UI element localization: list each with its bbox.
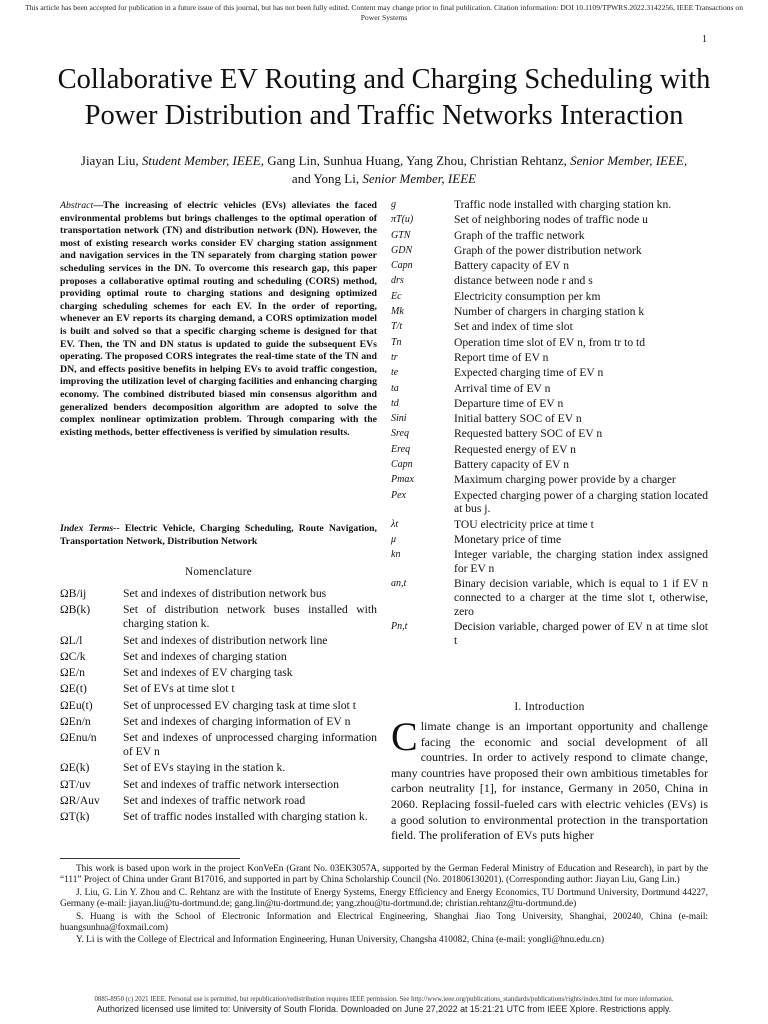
nomenclature-symbol: ΩB/ij bbox=[60, 587, 87, 600]
nomenclature-row bbox=[391, 213, 708, 227]
nomenclature-symbol: ΩEn/n bbox=[60, 714, 91, 728]
nomenclature-heading: Nomenclature bbox=[185, 566, 252, 578]
nomenclature-row bbox=[391, 198, 708, 212]
nomenclature-symbol: Mk bbox=[391, 306, 404, 318]
nomenclature-description: Decision variable, charged power of EV n at time slot t bbox=[454, 619, 708, 647]
nomenclature-description: TOU electricity price at time t bbox=[454, 517, 594, 531]
nomenclature-description: Set and indexes of charging station bbox=[123, 649, 287, 663]
copyright-notice: 0885-8950 (c) 2021 IEEE. Personal use is permitted, but republication/redistribution requires IEEE permission. See http://www.ieee.org/publications_standards/publications/rights/index.html for more information. bbox=[94, 996, 674, 1003]
nomenclature-description: Set of neighboring nodes of traffic node u bbox=[454, 213, 648, 227]
nomenclature-symbol: μ bbox=[391, 533, 397, 545]
nomenclature-row bbox=[391, 305, 708, 319]
nomenclature-symbol: Ec bbox=[391, 290, 402, 302]
nomenclature-symbol: Capn bbox=[391, 260, 413, 272]
footnote: Y. Li is with the College of Electrical and Information Engineering, Hunan University, Changsha 410082, China (e-mail: yongli@hnu.edu.cn) bbox=[76, 935, 605, 946]
nomenclature-description: Set and indexes of distribution network line bbox=[123, 633, 328, 647]
nomenclature-description: Requested battery SOC of EV n bbox=[454, 427, 603, 441]
nomenclature-symbol: Tn bbox=[391, 336, 402, 348]
nomenclature-symbol: g bbox=[391, 199, 396, 210]
nomenclature-symbol: tr bbox=[391, 351, 398, 363]
nomenclature-description: Set and indexes of traffic network intersection bbox=[123, 777, 339, 791]
nomenclature-description: Graph of the traffic network bbox=[454, 228, 585, 242]
nomenclature-description: Operation time slot of EV n, from tr to td bbox=[454, 335, 646, 349]
index-terms-label: Index Terms-- bbox=[60, 523, 120, 534]
nomenclature-row bbox=[391, 382, 708, 396]
nomenclature-row bbox=[60, 810, 377, 824]
nomenclature-symbol: T/t bbox=[391, 321, 403, 333]
paper-title: Collaborative EV Routing and Charging Scheduling with Power Distribution and Traffic Networks Interaction bbox=[57, 64, 711, 131]
nomenclature-row bbox=[391, 229, 708, 243]
nomenclature-symbol: ΩEu(t) bbox=[60, 698, 93, 712]
nomenclature-description: Monetary price of time bbox=[454, 532, 562, 546]
nomenclature-description: Set and indexes of charging information of EV n bbox=[123, 714, 351, 728]
nomenclature-symbol: πT(u) bbox=[391, 214, 414, 226]
nomenclature-description: Number of chargers in charging station k bbox=[454, 305, 645, 319]
nomenclature-right-list bbox=[391, 198, 708, 649]
nomenclature-symbol: ΩEnu/n bbox=[60, 731, 97, 745]
nomenclature-description: Set and indexes of unprocessed charging information of EV n bbox=[123, 731, 377, 759]
nomenclature-symbol: Ereq bbox=[391, 443, 411, 455]
nomenclature-row bbox=[391, 443, 708, 457]
footnote-rule bbox=[60, 858, 240, 859]
nomenclature-row bbox=[391, 244, 708, 258]
nomenclature-description: Graph of the power distribution network bbox=[454, 243, 642, 257]
nomenclature-description: Set of distribution network buses installed with charging station k. bbox=[123, 603, 377, 631]
nomenclature-description: Set and indexes of distribution network bus bbox=[123, 587, 327, 600]
nomenclature-symbol: ta bbox=[391, 382, 399, 394]
nomenclature-symbol: Pex bbox=[391, 489, 406, 501]
nomenclature-symbol: Capn bbox=[391, 459, 413, 471]
nomenclature-row bbox=[60, 603, 377, 631]
footnotes bbox=[60, 864, 708, 948]
nomenclature-row bbox=[60, 634, 377, 648]
author-name: and Yong Li, bbox=[291, 171, 363, 186]
nomenclature-row bbox=[391, 427, 708, 441]
nomenclature-symbol: Pmax bbox=[391, 474, 414, 486]
nomenclature-row bbox=[60, 761, 377, 775]
nomenclature-symbol: ΩL/l bbox=[60, 633, 83, 647]
nomenclature-symbol: ΩC/k bbox=[60, 649, 86, 663]
journal-header-notice: This article has been accepted for publication in a future issue of this journal, but has not been fully edited. Content may change prior to final publication. Citation information: DOI 10.1109/TPWRS.2022.3142256, IEEE Transactions on Power Systems bbox=[24, 3, 744, 22]
author-name: Jiayan Liu, bbox=[80, 153, 142, 168]
footnote: J. Liu, G. Lin Y. Zhou and C. Rehtanz are with the Institute of Energy Systems, Energy Efficiency and Energy Economics, TU Dortmund University, Dortmund 44227, Germany (e-mail: jiayan.liu@tu-dortmund.de; gang.lin@tu-dortmund.de; yang.zhou@tu-dortmund.de; christian.rehtanz@tu-dortmund.de) bbox=[60, 887, 708, 910]
nomenclature-symbol: GDN bbox=[391, 244, 413, 256]
nomenclature-description: Battery capacity of EV n bbox=[454, 259, 570, 273]
author-role: Senior Member, IEEE, bbox=[570, 153, 688, 168]
nomenclature-row bbox=[391, 320, 708, 334]
nomenclature-description: Set of unprocessed EV charging task at time slot t bbox=[123, 698, 356, 712]
nomenclature-symbol: ΩT/uv bbox=[60, 777, 91, 791]
nomenclature-row bbox=[391, 274, 708, 288]
nomenclature-description: distance between node r and s bbox=[454, 274, 593, 288]
author-list bbox=[70, 152, 698, 188]
nomenclature-symbol: ΩE(k) bbox=[60, 761, 90, 775]
drop-cap: C bbox=[391, 714, 418, 759]
nomenclature-row bbox=[60, 587, 377, 601]
nomenclature-description: Initial battery SOC of EV n bbox=[454, 412, 582, 426]
nomenclature-description: Set and indexes of traffic network road bbox=[123, 794, 306, 808]
author-name: , Gang Lin, Sunhua Huang, Yang Zhou, Christian Rehtanz, bbox=[260, 153, 571, 168]
nomenclature-symbol: ΩE(t) bbox=[60, 682, 87, 696]
nomenclature-row bbox=[391, 548, 708, 575]
nomenclature-row bbox=[60, 715, 377, 729]
nomenclature-description: Electricity consumption per km bbox=[454, 289, 601, 303]
nomenclature-symbol: λt bbox=[391, 518, 399, 530]
nomenclature-symbol: ΩR/Auv bbox=[60, 794, 100, 808]
nomenclature-description: Maximum charging power provide by a charger bbox=[454, 473, 676, 487]
nomenclature-description: Set of EVs at time slot t bbox=[123, 682, 235, 696]
nomenclature-row bbox=[391, 366, 708, 380]
nomenclature-symbol: Sreq bbox=[391, 428, 409, 440]
section-heading-introduction: I. Introduction bbox=[514, 701, 585, 713]
nomenclature-row bbox=[391, 397, 708, 411]
nomenclature-symbol: kn bbox=[391, 549, 401, 561]
nomenclature-description: Requested energy of EV n bbox=[454, 442, 576, 456]
abstract bbox=[60, 200, 377, 439]
nomenclature-description: Set of EVs staying in the station k. bbox=[123, 761, 286, 775]
nomenclature-row bbox=[391, 336, 708, 350]
nomenclature-row bbox=[391, 351, 708, 365]
nomenclature-row bbox=[60, 666, 377, 680]
nomenclature-row bbox=[391, 620, 708, 647]
nomenclature-description: Binary decision variable, which is equal to 1 if EV n connected to a charger at the time slot t, otherwise, zero bbox=[454, 577, 708, 618]
nomenclature-row bbox=[391, 518, 708, 532]
nomenclature-symbol: ΩB(k) bbox=[60, 603, 91, 617]
nomenclature-row bbox=[391, 458, 708, 472]
nomenclature-row bbox=[60, 794, 377, 808]
nomenclature-description: Report time of EV n bbox=[454, 350, 549, 364]
introduction-text bbox=[391, 714, 708, 844]
nomenclature-row bbox=[391, 533, 708, 547]
nomenclature-row bbox=[391, 489, 708, 516]
license-notice: Authorized licensed use limited to: University of South Florida. Downloaded on June 27,2022 at 15:21:21 UTC from IEEE Xplore. Restrictions apply. bbox=[96, 1004, 672, 1014]
nomenclature-row bbox=[60, 731, 377, 759]
index-terms bbox=[60, 523, 377, 548]
nomenclature-symbol: te bbox=[391, 367, 399, 379]
nomenclature-row bbox=[60, 682, 377, 696]
page-number: 1 bbox=[702, 34, 707, 45]
abstract-label: Abstract bbox=[60, 200, 94, 211]
nomenclature-row bbox=[391, 259, 708, 273]
nomenclature-row bbox=[391, 412, 708, 426]
nomenclature-description: Set and indexes of EV charging task bbox=[123, 666, 293, 680]
author-role: Senior Member, IEEE bbox=[362, 171, 477, 186]
nomenclature-symbol: ΩT(k) bbox=[60, 810, 90, 824]
nomenclature-row bbox=[60, 778, 377, 792]
author-role: Student Member, IEEE bbox=[141, 153, 261, 168]
footnote: This work is based upon work in the project KonVeEn (Grant No. 03EK3057A, supported by the German Federal Ministry of Education and Research), in part by the “111” Project of China under Grant B17016, and supported in part by China Scholarship Council (No. 201806130201). (Corresponding author: Jiayan Liu, Gang Lin.) bbox=[60, 864, 708, 886]
footnote: S. Huang is with the School of Electronic Information and Electrical Engineering, Shanghai Jiao Tong University, Shanghai, 200240, China (e-mail: huangsunhua@foxmail.com) bbox=[60, 911, 708, 934]
nomenclature-description: Arrival time of EV n bbox=[454, 381, 551, 395]
nomenclature-symbol: an,t bbox=[391, 578, 407, 590]
nomenclature-description: Set of traffic nodes installed with charging station k. bbox=[123, 810, 368, 824]
nomenclature-row bbox=[391, 577, 708, 618]
nomenclature-row bbox=[391, 290, 708, 304]
nomenclature-symbol: Pn,t bbox=[391, 620, 408, 632]
nomenclature-symbol: GTN bbox=[391, 229, 411, 241]
index-terms-text: Electric Vehicle, Charging Scheduling, Route Navigation, Transportation Network, Distribution Network bbox=[60, 523, 378, 547]
nomenclature-left-list bbox=[60, 587, 377, 827]
nomenclature-description: Battery capacity of EV n bbox=[454, 458, 570, 472]
nomenclature-description: Traffic node installed with charging station kn. bbox=[454, 198, 672, 211]
nomenclature-row bbox=[391, 473, 708, 487]
nomenclature-symbol: td bbox=[391, 397, 399, 409]
nomenclature-symbol: ΩE/n bbox=[60, 666, 85, 680]
nomenclature-symbol: Sini bbox=[391, 413, 407, 425]
nomenclature-description: Expected charging power of a charging station located at bus j. bbox=[454, 488, 708, 516]
abstract-text: —The increasing of electric vehicles (EVs) alleviates the faced environmental problems but brings challenges to the optimal operation of transportation network (TN) and distribution network (DN). However, the most of existing research works consider EV charging station assignment and navigation services in the TN separately from charging station power scheduling services in the DN. To overcome this research gap, this paper proposes a collaborative optimal routing and scheduling (CORS) method, providing optimal route to charging stations and designing optimized charging scheduling schemes for each EV. In the order of reporting, whenever an EV reports its charging demand, a CORS optimization model is built and solved so that a specific charging scheme is designed for that EV. Then, the TN and DN status is updated to guide the subsequent EVs operating. The proposed CORS integrates the real-time state of the TN and DN, and effects positive benefits in helping EVs to avoid traffic congestion, improving the utilization level of charging facilities and enhancing charging economy. The combined distributed biased min consensus algorithm and generalized benders decomposition algorithm are adopted to solve the complex nonlinear optimization problem. Through comparing with the existing methods, better effectiveness is verified by simulation results. bbox=[60, 200, 377, 438]
nomenclature-description: Departure time of EV n bbox=[454, 396, 564, 410]
nomenclature-symbol: drs bbox=[391, 275, 404, 287]
nomenclature-description: Set and index of time slot bbox=[454, 320, 573, 334]
introduction-body: limate change is an important opportunity and challenge facing the economic and social development of all countries. In order to actively respond to climate change, many countries have proposed their own ambitious timetables for carbon neutrality [1], for instance, Germany in 2050, China in 2060. Replacing fossil-fueled cars with electric vehicles (EVs) is a good solution to environmental protection in the transportation field. The proliferation of EVs puts higher bbox=[391, 719, 708, 843]
nomenclature-description: Integer variable, the charging station index assigned for EV n bbox=[454, 548, 708, 575]
nomenclature-row bbox=[60, 650, 377, 664]
nomenclature-row bbox=[60, 699, 377, 713]
nomenclature-description: Expected charging time of EV n bbox=[454, 366, 604, 380]
